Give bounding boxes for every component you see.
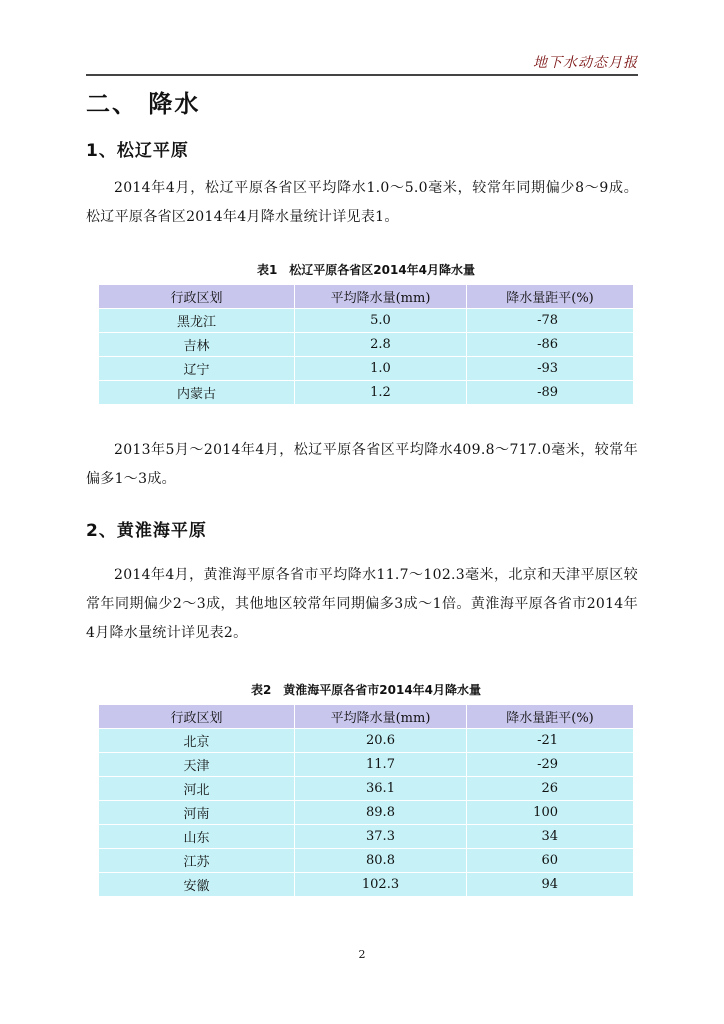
table-row — [99, 753, 634, 777]
report-title: 地下水动态月报 — [533, 55, 638, 71]
anomaly-cell: 34 — [467, 825, 634, 849]
paragraph-huanghuaihai-april: 2014年4月，黄淮海平原各省市平均降水11.7～102.3毫米，北京和天津平原区较常年同期偏少2～3成，其他地区较常年同期偏多3成～1倍。黄淮海平原各省市2014年4月降水量统计详见表2。 — [86, 567, 638, 641]
page-header — [86, 52, 638, 72]
anomaly-cell: 60 — [467, 849, 634, 873]
table-row — [99, 381, 634, 405]
precip-cell: 89.8 — [295, 801, 467, 825]
table-row — [99, 825, 634, 849]
table-row — [99, 777, 634, 801]
table-header-row — [99, 705, 634, 729]
region-cell: 江苏 — [99, 849, 295, 873]
anomaly-cell: -89 — [467, 381, 634, 405]
header-rule — [86, 74, 638, 76]
anomaly-cell: -21 — [467, 729, 634, 753]
table-row — [99, 357, 634, 381]
column-header: 平均降水量(mm) — [295, 705, 467, 729]
page-number: 2 — [358, 948, 366, 961]
region-cell: 山东 — [99, 825, 295, 849]
anomaly-cell: 94 — [467, 873, 634, 897]
region-cell: 安徽 — [99, 873, 295, 897]
anomaly-cell: -86 — [467, 333, 634, 357]
precip-cell: 37.3 — [295, 825, 467, 849]
precip-cell: 1.0 — [295, 357, 467, 381]
region-cell: 河南 — [99, 801, 295, 825]
region-cell: 内蒙古 — [99, 381, 295, 405]
region-cell: 吉林 — [99, 333, 295, 357]
subsection-heading-huanghuaihai: 2、黄淮海平原 — [86, 521, 207, 541]
table-header-row — [99, 285, 634, 309]
table-row — [99, 333, 634, 357]
precip-cell: 11.7 — [295, 753, 467, 777]
table-row — [99, 873, 634, 897]
section-heading: 二、 降水 — [86, 90, 201, 118]
precip-cell: 2.8 — [295, 333, 467, 357]
table-row — [99, 309, 634, 333]
anomaly-cell: -78 — [467, 309, 634, 333]
table-row — [99, 801, 634, 825]
paragraph-songliao-annual: 2013年5月～2014年4月，松辽平原各省区平均降水409.8～717.0毫米，较常年偏多1～3成。 — [86, 442, 638, 487]
anomaly-cell: -29 — [467, 753, 634, 777]
table2-caption: 表2 黄淮海平原各省市2014年4月降水量 — [250, 683, 482, 697]
table-row — [99, 729, 634, 753]
region-cell: 黑龙江 — [99, 309, 295, 333]
paragraph-songliao-april: 2014年4月，松辽平原各省区平均降水1.0～5.0毫米，较常年同期偏少8～9成。松辽平原各省区2014年4月降水量统计详见表1。 — [86, 180, 638, 225]
precip-cell: 102.3 — [295, 873, 467, 897]
table2 — [98, 704, 634, 897]
column-header: 平均降水量(mm) — [295, 285, 467, 309]
region-cell: 北京 — [99, 729, 295, 753]
anomaly-cell: 100 — [467, 801, 634, 825]
precip-cell: 1.2 — [295, 381, 467, 405]
region-cell: 辽宁 — [99, 357, 295, 381]
column-header: 降水量距平(%) — [467, 705, 634, 729]
column-header: 行政区划 — [99, 285, 295, 309]
table-row — [99, 849, 634, 873]
precip-cell: 36.1 — [295, 777, 467, 801]
column-header: 降水量距平(%) — [467, 285, 634, 309]
precip-cell: 20.6 — [295, 729, 467, 753]
subsection-heading-songliao: 1、松辽平原 — [86, 141, 189, 161]
column-header: 行政区划 — [99, 705, 295, 729]
anomaly-cell: -93 — [467, 357, 634, 381]
anomaly-cell: 26 — [467, 777, 634, 801]
precip-cell: 5.0 — [295, 309, 467, 333]
region-cell: 河北 — [99, 777, 295, 801]
table1 — [98, 284, 634, 405]
table1-caption: 表1 松辽平原各省区2014年4月降水量 — [256, 263, 476, 277]
precip-cell: 80.8 — [295, 849, 467, 873]
region-cell: 天津 — [99, 753, 295, 777]
